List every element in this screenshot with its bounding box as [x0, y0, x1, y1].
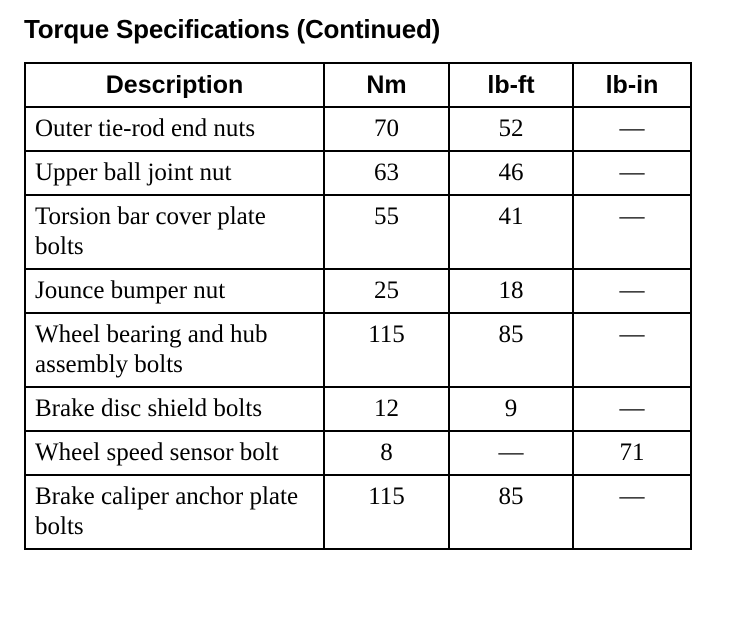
cell-description: Outer tie-rod end nuts: [25, 107, 324, 151]
column-header-lb-in: lb-in: [573, 63, 691, 107]
cell-lb-in: —: [573, 269, 691, 313]
cell-lb-in: —: [573, 107, 691, 151]
cell-lb-ft: —: [449, 431, 573, 475]
cell-lb-in: —: [573, 387, 691, 431]
cell-description: Brake caliper anchor plate bolts: [25, 475, 324, 549]
cell-description: Brake disc shield bolts: [25, 387, 324, 431]
table-row: [25, 269, 691, 313]
cell-lb-ft: 85: [449, 475, 573, 549]
cell-lb-ft: 9: [449, 387, 573, 431]
table-row: [25, 195, 691, 269]
cell-lb-ft: 46: [449, 151, 573, 195]
cell-description: Upper ball joint nut: [25, 151, 324, 195]
table-row: [25, 151, 691, 195]
table-row: [25, 475, 691, 549]
cell-description: Wheel bearing and hub assembly bolts: [25, 313, 324, 387]
table-row: [25, 387, 691, 431]
cell-nm: 115: [324, 313, 449, 387]
cell-description: Torsion bar cover plate bolts: [25, 195, 324, 269]
cell-lb-ft: 41: [449, 195, 573, 269]
cell-lb-in: 71: [573, 431, 691, 475]
table-row: [25, 431, 691, 475]
cell-nm: 115: [324, 475, 449, 549]
cell-lb-in: —: [573, 195, 691, 269]
table-row: [25, 107, 691, 151]
cell-description: Jounce bumper nut: [25, 269, 324, 313]
cell-nm: 12: [324, 387, 449, 431]
cell-lb-ft: 52: [449, 107, 573, 151]
table-row: [25, 313, 691, 387]
cell-nm: 55: [324, 195, 449, 269]
cell-lb-in: —: [573, 475, 691, 549]
cell-lb-ft: 18: [449, 269, 573, 313]
column-header-lb-ft: lb-ft: [449, 63, 573, 107]
cell-nm: 25: [324, 269, 449, 313]
cell-nm: 63: [324, 151, 449, 195]
table-header-row: [25, 63, 691, 107]
column-header-nm: Nm: [324, 63, 449, 107]
column-header-description: Description: [25, 63, 324, 107]
cell-lb-in: —: [573, 313, 691, 387]
torque-spec-table: [24, 62, 692, 550]
cell-lb-in: —: [573, 151, 691, 195]
cell-nm: 8: [324, 431, 449, 475]
cell-description: Wheel speed sensor bolt: [25, 431, 324, 475]
cell-lb-ft: 85: [449, 313, 573, 387]
cell-nm: 70: [324, 107, 449, 151]
page-title: Torque Specifications (Continued): [24, 14, 441, 44]
